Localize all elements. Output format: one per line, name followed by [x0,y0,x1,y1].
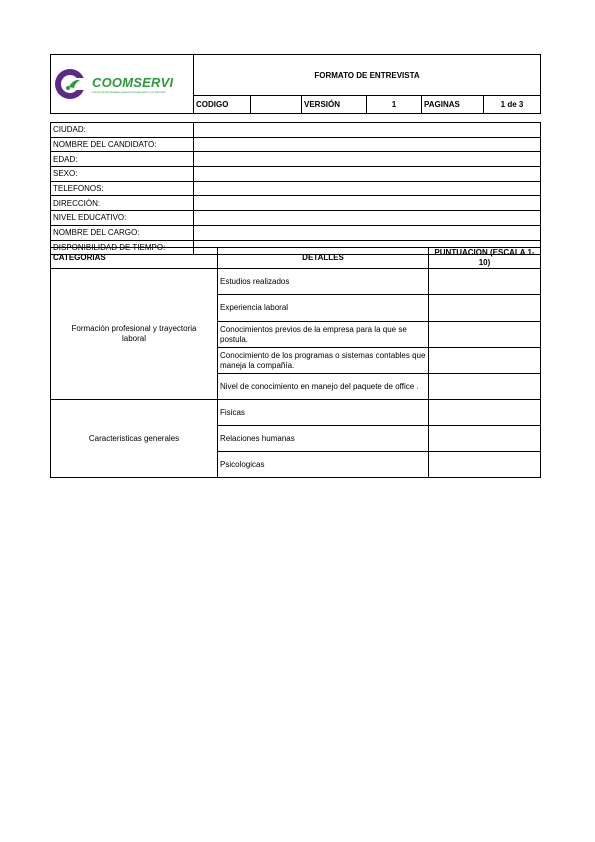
evaluation-table [50,247,541,478]
evaluation-row [51,269,541,295]
info-value-field[interactable] [194,181,541,196]
detail-cell: Psicologicas [218,452,429,478]
info-value-field[interactable] [194,211,541,226]
category-cell: Formación profesional y trayectoria laboral [51,269,218,400]
company-logo [53,55,191,113]
info-value-field[interactable] [194,152,541,167]
info-value-field[interactable] [194,167,541,182]
detail-cell: Experiencia laboral [218,295,429,322]
category-cell: Caracteristicas generales [51,400,218,478]
score-field[interactable] [429,295,541,322]
detail-cell: Conocimiento de los programas o sistemas contables que maneja la compañía. [218,348,429,374]
col-header-detalles: DETALLES [218,248,429,269]
evaluation-row [51,400,541,426]
codigo-value[interactable] [251,96,302,114]
info-row [51,137,541,152]
detail-cell: Nivel de conocimiento en manejo del paquete de office . [218,374,429,400]
logo-wordmark: COOMSERVI [92,74,174,90]
info-value-field[interactable] [194,225,541,240]
score-field[interactable] [429,452,541,478]
score-field[interactable] [429,400,541,426]
detail-cell: Fisicas [218,400,429,426]
info-label: NOMBRE DEL CARGO: [51,225,194,240]
col-header-categorias: CATEGORIAS [51,248,218,269]
version-label: VERSIÓN [302,96,367,114]
paginas-label: PAGINAS [422,96,484,114]
info-label: SEXO: [51,167,194,182]
score-field[interactable] [429,322,541,348]
detail-cell: Relaciones humanas [218,426,429,452]
logo-emblem-icon [53,67,91,101]
detail-cell: Conocimientos previos de la empresa para la que se postula. [218,322,429,348]
info-row [51,167,541,182]
info-row [51,196,541,211]
form-header [50,54,541,114]
col-header-puntuacion: PUNTUACION (ESCALA 1-10) [429,248,541,269]
info-value-field[interactable] [194,137,541,152]
info-label: TELEFONOS: [51,181,194,196]
info-row [51,211,541,226]
score-field[interactable] [429,426,541,452]
logo-tagline: Fondo de Empleados para la Cooperación y el Servicio [92,89,166,94]
form-title: FORMATO DE ENTREVISTA [194,55,541,96]
logo-cell [51,55,194,114]
detail-cell: Estudios realizados [218,269,429,295]
info-label: DIRECCIÓN: [51,196,194,211]
info-row [51,181,541,196]
info-label: NIVEL EDUCATIVO: [51,211,194,226]
info-row [51,225,541,240]
info-label: EDAD: [51,152,194,167]
candidate-info-table [50,122,541,255]
info-row [51,152,541,167]
info-label: NOMBRE DEL CANDIDATO: [51,137,194,152]
score-field[interactable] [429,269,541,295]
paginas-value: 1 de 3 [484,96,541,114]
score-field[interactable] [429,348,541,374]
version-value: 1 [367,96,422,114]
info-label: DISPONIBILIDAD DE TIEMPO: [51,240,194,255]
info-value-field[interactable] [194,123,541,138]
score-field[interactable] [429,374,541,400]
codigo-label: CODIGO [194,96,251,114]
info-row [51,123,541,138]
info-value-field[interactable] [194,196,541,211]
info-label: CIUDAD: [51,123,194,138]
